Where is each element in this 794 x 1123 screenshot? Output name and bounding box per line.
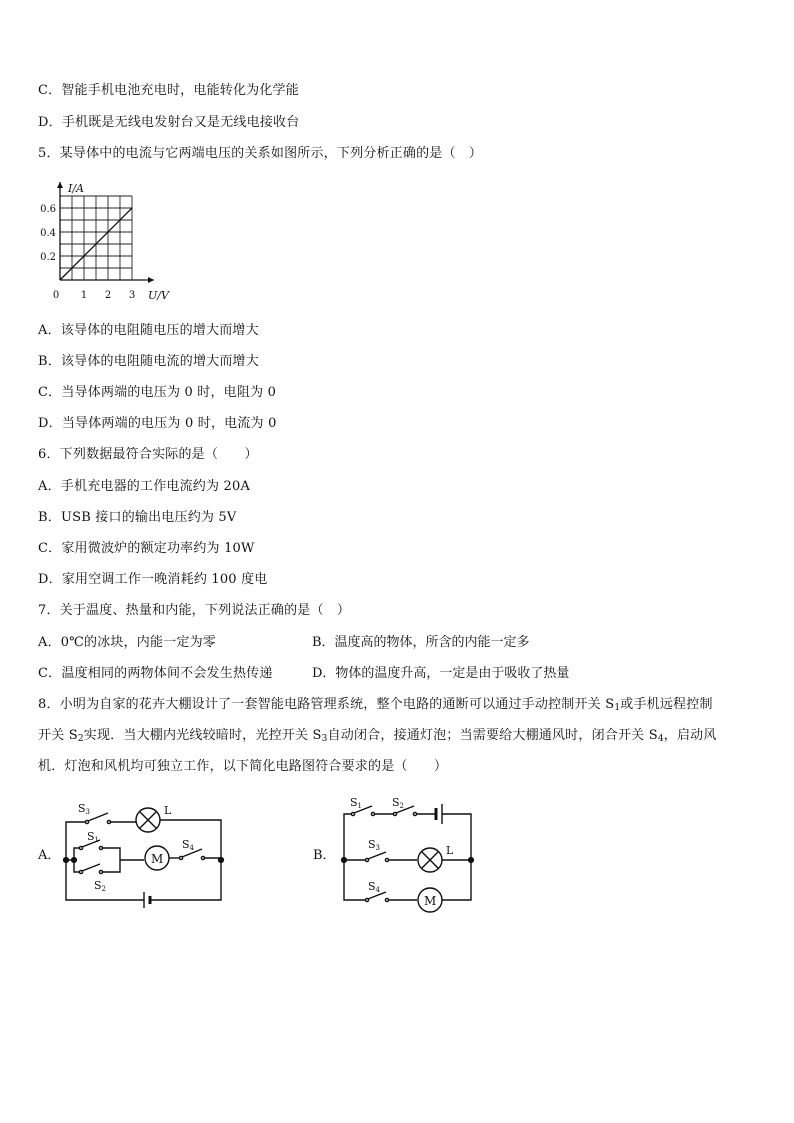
question-6: 6．下列数据最符合实际的是（ ）	[38, 447, 258, 462]
wire	[102, 860, 120, 872]
y-tick-label: 0.4	[40, 228, 56, 239]
question-7: 7．关于温度、热量和内能，下列说法正确的是（ ）	[38, 603, 351, 618]
label-s2: S2	[94, 879, 107, 893]
junction-dot	[72, 858, 77, 863]
question-7-option-c: C．温度相同的两物体间不会发生热传递	[38, 666, 273, 681]
x-axis-arrow	[148, 277, 154, 283]
question-8-line-1: 8．小明为自家的花卉大棚设计了一套智能电路管理系统，整个电路的通断可以通过手动控制开关 $S_1$或手机远程控制	[38, 697, 713, 713]
label-motor: M	[424, 894, 437, 908]
question-5-option-b: B．该导体的电阻随电流的增大而增大	[38, 354, 259, 369]
question-6-option-d: D．家用空调工作一晚消耗约 100 度电	[38, 572, 268, 587]
wire	[66, 822, 86, 860]
label-s3: S3	[368, 838, 381, 852]
wire	[344, 814, 352, 860]
x-tick-label: 3	[128, 290, 136, 301]
label-lamp: L	[164, 804, 172, 817]
switch-s3-blade	[88, 813, 108, 821]
junction-dot	[342, 858, 347, 863]
chart-grid	[60, 196, 132, 280]
y-axis-label: I/A	[68, 182, 84, 195]
y-tick-label: 0.6	[40, 204, 56, 215]
question-5: 5．某导体中的电流与它两端电压的关系如图所示，下列分析正确的是（ ）	[38, 146, 483, 161]
label-motor: M	[151, 852, 164, 866]
question-5-option-c: C．当导体两端的电压为 0 时，电阻为 0	[38, 385, 277, 400]
question-7-option-d: D．物体的温度升高，一定是由于吸收了热量	[312, 666, 570, 681]
option-c-prev: C．智能手机电池充电时，电能转化为化学能	[38, 83, 299, 98]
label-s1: S1	[87, 830, 100, 844]
junction-dot	[469, 858, 474, 863]
junction-dot	[219, 858, 224, 863]
wire	[344, 860, 366, 900]
x-tick-label: 2	[104, 290, 112, 301]
question-6-option-a: A．手机充电器的工作电流约为 20A	[38, 479, 251, 494]
y-tick-label: 0.2	[40, 252, 56, 263]
question-6-option-b: B．USB 接口的输出电压约为 5V	[38, 510, 237, 525]
question-6-option-c: C．家用微波炉的额定功率约为 10W	[38, 541, 255, 556]
label-s1: S1	[350, 796, 363, 810]
junction-dot	[64, 858, 69, 863]
wire	[66, 860, 144, 900]
option-b-label: B．	[313, 848, 336, 863]
circuit-b	[334, 794, 514, 916]
x-axis-label: U/V	[148, 289, 169, 302]
question-5-option-a: A．该导体的电阻随电压的增大而增大	[38, 323, 259, 338]
question-8-line-2: 开关 $S_2$实现．当大棚内光线较暗时，光控开关 $S_3$自动闭合，接通灯泡；当需要给大棚通风时，闭合开关 $S_4$，启动风	[38, 728, 717, 744]
wire	[442, 860, 471, 900]
option-a-label: A．	[38, 848, 61, 863]
x-tick-label: 1	[80, 290, 88, 301]
question-8-line-3: 机．灯泡和风机均可独立工作，以下简化电路图符合要求的是（ ）	[38, 759, 448, 774]
label-lamp: L	[446, 844, 454, 857]
y-axis-arrow	[57, 182, 63, 188]
question-7-option-a: A．0℃的冰块，内能一定为零	[38, 635, 217, 650]
label-s2: S2	[392, 796, 405, 810]
wire	[102, 848, 120, 860]
switch-s3-blade	[368, 852, 386, 859]
label-s4: S4	[182, 838, 195, 852]
switch-s2-blade	[82, 864, 100, 871]
iu-graph	[36, 176, 176, 304]
circuit-a	[56, 796, 236, 916]
label-s4: S4	[368, 880, 381, 894]
question-5-option-d: D．当导体两端的电压为 0 时，电流为 0	[38, 416, 277, 431]
x-tick-label: 0	[52, 290, 60, 301]
label-s3: S3	[78, 802, 91, 816]
question-7-option-b: B．温度高的物体，所含的内能一定多	[312, 635, 530, 650]
option-d-prev: D．手机既是无线电发射台又是无线电接收台	[38, 115, 300, 130]
